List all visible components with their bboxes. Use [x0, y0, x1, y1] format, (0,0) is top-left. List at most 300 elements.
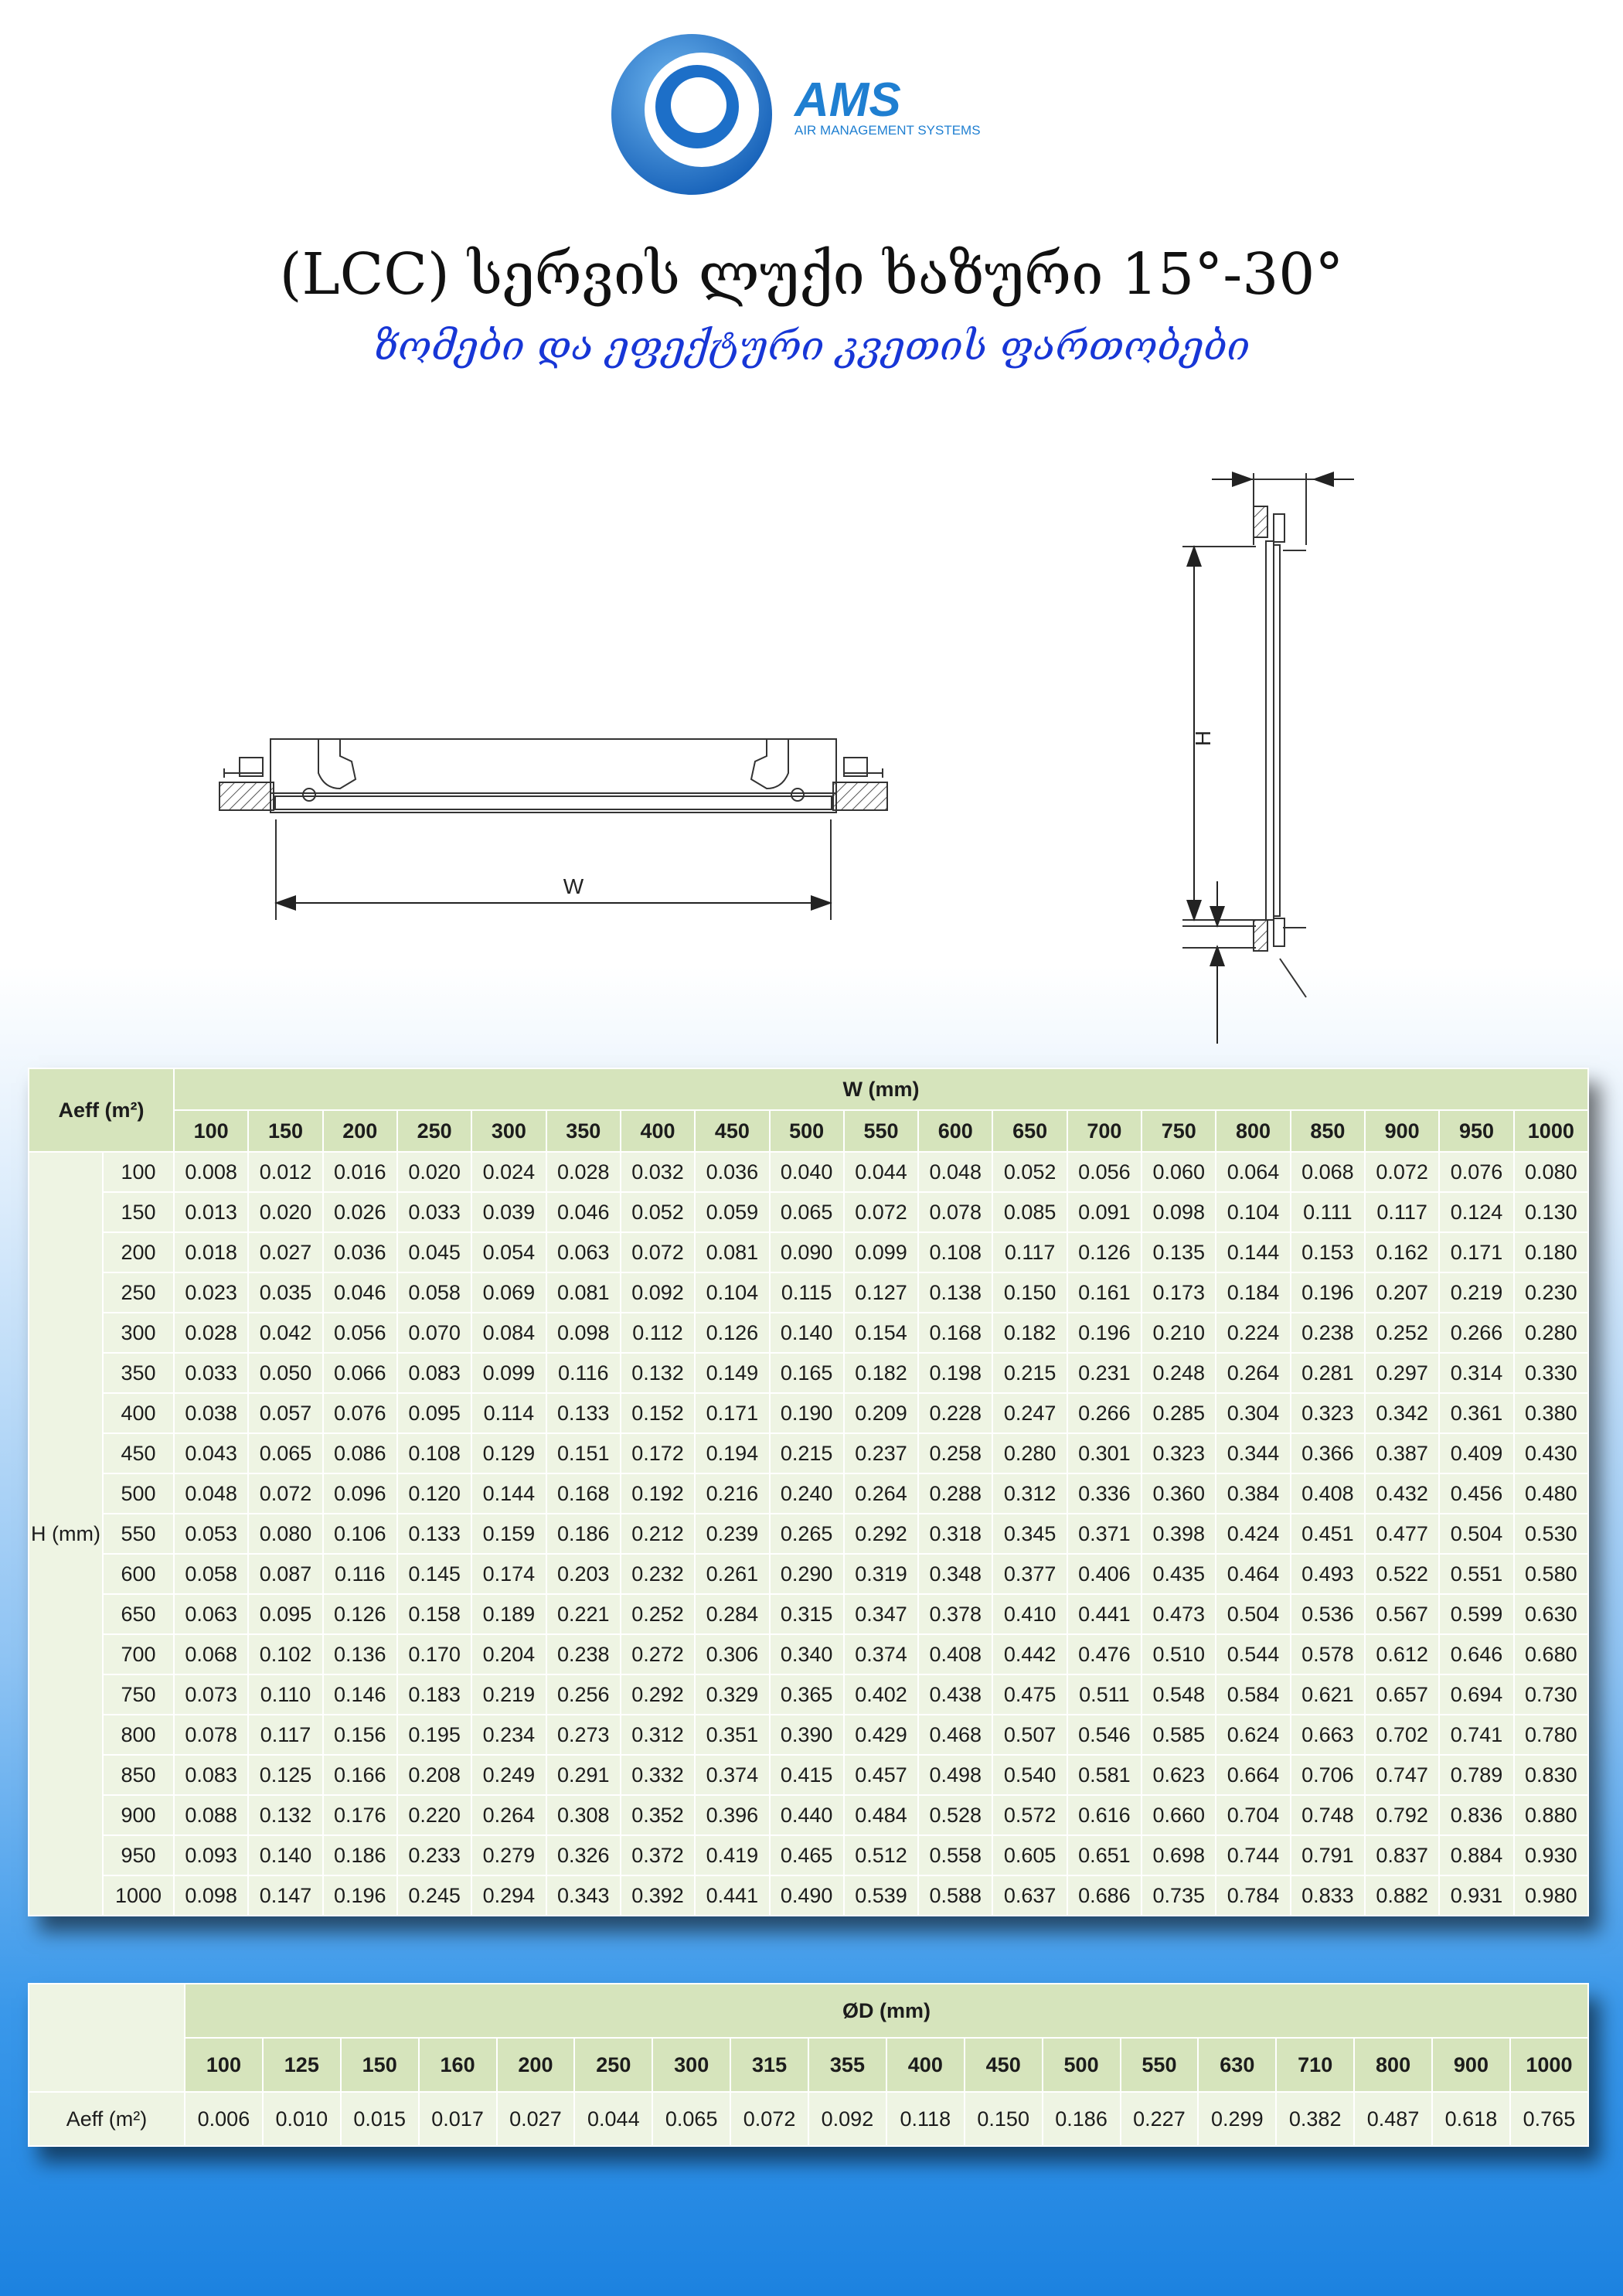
table-cell: 0.744 — [1216, 1835, 1290, 1875]
column-header: 200 — [323, 1110, 397, 1152]
column-header: 800 — [1216, 1110, 1290, 1152]
table-cell: 0.145 — [397, 1554, 471, 1594]
table-cell: 0.104 — [695, 1272, 769, 1313]
table-cell: 0.015 — [341, 2092, 419, 2146]
table-cell: 0.528 — [918, 1795, 992, 1835]
table-cell: 0.702 — [1365, 1715, 1439, 1755]
table-cell: 0.140 — [770, 1313, 844, 1353]
table-cell: 0.281 — [1291, 1353, 1365, 1393]
table-cell: 0.698 — [1142, 1835, 1216, 1875]
table-cell: 0.352 — [621, 1795, 695, 1835]
column-header: 150 — [341, 2038, 419, 2092]
table-cell: 0.351 — [695, 1715, 769, 1755]
table-row — [29, 1634, 1588, 1674]
table-cell: 0.026 — [323, 1192, 397, 1232]
column-header: 250 — [397, 1110, 471, 1152]
table-cell: 0.704 — [1216, 1795, 1290, 1835]
table-cell: 0.117 — [1365, 1192, 1439, 1232]
column-header: 300 — [652, 2038, 730, 2092]
table-cell: 0.312 — [992, 1473, 1067, 1514]
table-cell: 0.045 — [397, 1232, 471, 1272]
table-row — [29, 1554, 1588, 1594]
table-cell: 0.424 — [1216, 1514, 1290, 1554]
table1-corner: Aeff (m²) — [29, 1068, 174, 1152]
table-cell: 0.238 — [546, 1634, 621, 1674]
table-cell: 0.522 — [1365, 1554, 1439, 1594]
column-header: 550 — [844, 1110, 918, 1152]
table-cell: 0.646 — [1439, 1634, 1513, 1674]
table-cell: 0.056 — [323, 1313, 397, 1353]
table-cell: 0.058 — [397, 1272, 471, 1313]
table-cell: 0.146 — [323, 1674, 397, 1715]
row-header: 600 — [103, 1554, 174, 1594]
aeff-rect-table-wrapper — [28, 1068, 1589, 1916]
table-cell: 0.174 — [471, 1554, 546, 1594]
table-cell: 0.551 — [1439, 1554, 1513, 1594]
table-cell: 0.588 — [918, 1875, 992, 1916]
table-cell: 0.013 — [174, 1192, 248, 1232]
column-header: 100 — [174, 1110, 248, 1152]
table-cell: 0.186 — [1043, 2092, 1121, 2146]
table-cell: 0.076 — [323, 1393, 397, 1433]
table-cell: 0.069 — [471, 1272, 546, 1313]
table-cell: 0.106 — [323, 1514, 397, 1554]
table-cell: 0.264 — [1216, 1353, 1290, 1393]
table-cell: 0.660 — [1142, 1795, 1216, 1835]
table-cell: 0.252 — [1365, 1313, 1439, 1353]
table-cell: 0.028 — [546, 1152, 621, 1192]
table-cell: 0.605 — [992, 1835, 1067, 1875]
table-cell: 0.111 — [1291, 1192, 1365, 1232]
table-cell: 0.136 — [323, 1634, 397, 1674]
column-header: 750 — [1142, 1110, 1216, 1152]
table-cell: 0.280 — [1514, 1313, 1588, 1353]
table-cell: 0.252 — [621, 1594, 695, 1634]
table-cell: 0.504 — [1216, 1594, 1290, 1634]
table-cell: 0.158 — [397, 1594, 471, 1634]
table-cell: 0.567 — [1365, 1594, 1439, 1634]
table-cell: 0.510 — [1142, 1634, 1216, 1674]
table-cell: 0.098 — [546, 1313, 621, 1353]
table-cell: 0.102 — [248, 1634, 322, 1674]
table-cell: 0.464 — [1216, 1554, 1290, 1594]
table-cell: 0.195 — [397, 1715, 471, 1755]
table-cell: 0.118 — [886, 2092, 965, 2146]
table-cell: 0.063 — [546, 1232, 621, 1272]
table-cell: 0.292 — [621, 1674, 695, 1715]
table-cell: 0.345 — [992, 1514, 1067, 1554]
table-cell: 0.039 — [471, 1192, 546, 1232]
table-cell: 0.227 — [1121, 2092, 1199, 2146]
column-header: 700 — [1067, 1110, 1142, 1152]
diameter-header: ØD (mm) — [185, 1984, 1588, 2038]
table-cell: 0.050 — [248, 1353, 322, 1393]
table-cell: 0.291 — [546, 1755, 621, 1795]
table-cell: 0.033 — [397, 1192, 471, 1232]
table-cell: 0.072 — [248, 1473, 322, 1514]
table-cell: 0.093 — [174, 1835, 248, 1875]
table-cell: 0.010 — [263, 2092, 341, 2146]
table-cell: 0.530 — [1514, 1514, 1588, 1554]
table-cell: 0.120 — [397, 1473, 471, 1514]
table-cell: 0.048 — [918, 1152, 992, 1192]
table-cell: 0.365 — [770, 1674, 844, 1715]
table-cell: 0.540 — [992, 1755, 1067, 1795]
table-cell: 0.480 — [1514, 1473, 1588, 1514]
row-header: 850 — [103, 1755, 174, 1795]
table-cell: 0.170 — [397, 1634, 471, 1674]
table-row — [29, 1232, 1588, 1272]
table-cell: 0.441 — [695, 1875, 769, 1916]
table-cell: 0.130 — [1514, 1192, 1588, 1232]
table-cell: 0.730 — [1514, 1674, 1588, 1715]
table-cell: 0.306 — [695, 1634, 769, 1674]
table-cell: 0.384 — [1216, 1473, 1290, 1514]
aeff-round-table — [28, 1983, 1589, 2147]
table-cell: 0.196 — [1291, 1272, 1365, 1313]
table-cell: 0.438 — [918, 1674, 992, 1715]
table-cell: 0.224 — [1216, 1313, 1290, 1353]
table-row — [29, 1594, 1588, 1634]
table-cell: 0.035 — [248, 1272, 322, 1313]
table-cell: 0.091 — [1067, 1192, 1142, 1232]
column-header: 500 — [1043, 2038, 1121, 2092]
table-cell: 0.083 — [397, 1353, 471, 1393]
row-header: 550 — [103, 1514, 174, 1554]
table-cell: 0.247 — [992, 1393, 1067, 1433]
row-header: 500 — [103, 1473, 174, 1514]
table-cell: 0.072 — [844, 1192, 918, 1232]
table-row — [29, 1674, 1588, 1715]
table-cell: 0.429 — [844, 1715, 918, 1755]
table-cell: 0.204 — [471, 1634, 546, 1674]
table-cell: 0.017 — [419, 2092, 497, 2146]
table-cell: 0.180 — [1514, 1232, 1588, 1272]
table-cell: 0.415 — [770, 1755, 844, 1795]
table-cell: 0.378 — [918, 1594, 992, 1634]
table-cell: 0.144 — [1216, 1232, 1290, 1272]
table-cell: 0.686 — [1067, 1875, 1142, 1916]
ams-logo — [611, 31, 1012, 197]
table-cell: 0.108 — [918, 1232, 992, 1272]
table-cell: 0.219 — [1439, 1272, 1513, 1313]
table-cell: 0.210 — [1142, 1313, 1216, 1353]
table-cell: 0.637 — [992, 1875, 1067, 1916]
column-header: 850 — [1291, 1110, 1365, 1152]
table-cell: 0.504 — [1439, 1514, 1513, 1554]
table-cell: 0.299 — [1198, 2092, 1276, 2146]
column-header: 350 — [546, 1110, 621, 1152]
table-cell: 0.612 — [1365, 1634, 1439, 1674]
table2-corner — [29, 1984, 185, 2092]
table-row — [29, 1433, 1588, 1473]
table-cell: 0.052 — [621, 1192, 695, 1232]
table-row — [29, 1192, 1588, 1232]
brand-name: AMS — [794, 73, 901, 127]
table-cell: 0.279 — [471, 1835, 546, 1875]
table-cell: 0.261 — [695, 1554, 769, 1594]
table-cell: 0.264 — [471, 1795, 546, 1835]
table-cell: 0.215 — [770, 1433, 844, 1473]
row-header: 450 — [103, 1433, 174, 1473]
table-cell: 0.558 — [918, 1835, 992, 1875]
height-label: H — [1191, 730, 1215, 747]
table-cell: 0.095 — [248, 1594, 322, 1634]
table-cell: 0.377 — [992, 1554, 1067, 1594]
table-cell: 0.189 — [471, 1594, 546, 1634]
row-header: 400 — [103, 1393, 174, 1433]
table-cell: 0.104 — [1216, 1192, 1290, 1232]
table-cell: 0.057 — [248, 1393, 322, 1433]
table-cell: 0.476 — [1067, 1634, 1142, 1674]
table-row — [29, 1795, 1588, 1835]
row-header: 750 — [103, 1674, 174, 1715]
table-cell: 0.487 — [1354, 2092, 1432, 2146]
table-cell: 0.511 — [1067, 1674, 1142, 1715]
front-view — [219, 739, 887, 920]
table-cell: 0.066 — [323, 1353, 397, 1393]
row-header: 700 — [103, 1634, 174, 1674]
table-cell: 0.182 — [992, 1313, 1067, 1353]
table-cell: 0.068 — [1291, 1152, 1365, 1192]
table-cell: 0.084 — [471, 1313, 546, 1353]
table-cell: 0.070 — [397, 1313, 471, 1353]
table-cell: 0.140 — [248, 1835, 322, 1875]
table-cell: 0.072 — [1365, 1152, 1439, 1192]
table-cell: 0.092 — [808, 2092, 886, 2146]
table-cell: 0.221 — [546, 1594, 621, 1634]
table-cell: 0.168 — [918, 1313, 992, 1353]
column-header: 300 — [471, 1110, 546, 1152]
table-cell: 0.498 — [918, 1755, 992, 1795]
table-cell: 0.099 — [844, 1232, 918, 1272]
table-cell: 0.884 — [1439, 1835, 1513, 1875]
table-cell: 0.931 — [1439, 1875, 1513, 1916]
table-cell: 0.457 — [844, 1755, 918, 1795]
table-cell: 0.398 — [1142, 1514, 1216, 1554]
table-cell: 0.112 — [621, 1313, 695, 1353]
table-cell: 0.063 — [174, 1594, 248, 1634]
table-cell: 0.058 — [174, 1554, 248, 1594]
table-cell: 0.080 — [248, 1514, 322, 1554]
table-cell: 0.374 — [695, 1755, 769, 1795]
table-cell: 0.382 — [1276, 2092, 1354, 2146]
table-cell: 0.132 — [621, 1353, 695, 1393]
table-cell: 0.162 — [1365, 1232, 1439, 1272]
table-cell: 0.027 — [497, 2092, 575, 2146]
table-cell: 0.266 — [1067, 1393, 1142, 1433]
table-cell: 0.618 — [1432, 2092, 1510, 2146]
table-cell: 0.127 — [844, 1272, 918, 1313]
table-cell: 0.065 — [770, 1192, 844, 1232]
table-cell: 0.284 — [695, 1594, 769, 1634]
table-cell: 0.585 — [1142, 1715, 1216, 1755]
table-cell: 0.172 — [621, 1433, 695, 1473]
table-cell: 0.623 — [1142, 1755, 1216, 1795]
row-header: 300 — [103, 1313, 174, 1353]
column-header: 450 — [965, 2038, 1043, 2092]
table-cell: 0.020 — [397, 1152, 471, 1192]
table-cell: 0.651 — [1067, 1835, 1142, 1875]
table-cell: 0.080 — [1514, 1152, 1588, 1192]
row-header: 900 — [103, 1795, 174, 1835]
table-cell: 0.099 — [471, 1353, 546, 1393]
table-cell: 0.833 — [1291, 1875, 1365, 1916]
column-header: 160 — [419, 2038, 497, 2092]
column-header: 500 — [770, 1110, 844, 1152]
table-cell: 0.304 — [1216, 1393, 1290, 1433]
table-cell: 0.343 — [546, 1875, 621, 1916]
table-cell: 0.792 — [1365, 1795, 1439, 1835]
table-cell: 0.192 — [621, 1473, 695, 1514]
table-cell: 0.830 — [1514, 1755, 1588, 1795]
table-cell: 0.159 — [471, 1514, 546, 1554]
table-cell: 0.765 — [1510, 2092, 1588, 2146]
table-cell: 0.008 — [174, 1152, 248, 1192]
table-cell: 0.183 — [397, 1674, 471, 1715]
column-header: 800 — [1354, 2038, 1432, 2092]
table-cell: 0.240 — [770, 1473, 844, 1514]
table-cell: 0.085 — [992, 1192, 1067, 1232]
table-cell: 0.126 — [695, 1313, 769, 1353]
table-cell: 0.290 — [770, 1554, 844, 1594]
table-cell: 0.209 — [844, 1393, 918, 1433]
table-cell: 0.435 — [1142, 1554, 1216, 1594]
table-cell: 0.292 — [844, 1514, 918, 1554]
brand-tagline: AIR MANAGEMENT SYSTEMS — [794, 123, 981, 138]
table-row — [29, 1272, 1588, 1313]
table-cell: 0.171 — [1439, 1232, 1513, 1272]
table-cell: 0.409 — [1439, 1433, 1513, 1473]
table-cell: 0.046 — [323, 1272, 397, 1313]
table-row — [29, 1353, 1588, 1393]
table-cell: 0.539 — [844, 1875, 918, 1916]
table-cell: 0.441 — [1067, 1594, 1142, 1634]
table-cell: 0.056 — [1067, 1152, 1142, 1192]
table-cell: 0.208 — [397, 1755, 471, 1795]
table-cell: 0.477 — [1365, 1514, 1439, 1554]
table-cell: 0.544 — [1216, 1634, 1290, 1674]
table-cell: 0.584 — [1216, 1674, 1290, 1715]
table-cell: 0.220 — [397, 1795, 471, 1835]
table-cell: 0.741 — [1439, 1715, 1513, 1755]
technical-drawing — [0, 456, 1623, 1051]
table-cell: 0.408 — [1291, 1473, 1365, 1514]
table-cell: 0.090 — [770, 1232, 844, 1272]
table-cell: 0.706 — [1291, 1755, 1365, 1795]
table-cell: 0.018 — [174, 1232, 248, 1272]
table-cell: 0.266 — [1439, 1313, 1513, 1353]
width-label: W — [563, 874, 584, 898]
row-header: 350 — [103, 1353, 174, 1393]
table-cell: 0.135 — [1142, 1232, 1216, 1272]
table-cell: 0.836 — [1439, 1795, 1513, 1835]
table-cell: 0.036 — [323, 1232, 397, 1272]
table-cell: 0.390 — [770, 1715, 844, 1755]
table-cell: 0.116 — [323, 1554, 397, 1594]
table-cell: 0.117 — [248, 1715, 322, 1755]
table-cell: 0.065 — [248, 1433, 322, 1473]
table-cell: 0.092 — [621, 1272, 695, 1313]
table-cell: 0.032 — [621, 1152, 695, 1192]
table-cell: 0.154 — [844, 1313, 918, 1353]
table-cell: 0.245 — [397, 1875, 471, 1916]
table-cell: 0.624 — [1216, 1715, 1290, 1755]
table-cell: 0.430 — [1514, 1433, 1588, 1473]
column-header: 400 — [621, 1110, 695, 1152]
table-cell: 0.380 — [1514, 1393, 1588, 1433]
table-cell: 0.038 — [174, 1393, 248, 1433]
table-cell: 0.207 — [1365, 1272, 1439, 1313]
column-header: 200 — [497, 2038, 575, 2092]
table-cell: 0.238 — [1291, 1313, 1365, 1353]
table-cell: 0.060 — [1142, 1152, 1216, 1192]
table-cell: 0.036 — [695, 1152, 769, 1192]
table-cell: 0.176 — [323, 1795, 397, 1835]
table-cell: 0.161 — [1067, 1272, 1142, 1313]
table-cell: 0.212 — [621, 1514, 695, 1554]
column-header: 315 — [730, 2038, 808, 2092]
row-header: 650 — [103, 1594, 174, 1634]
table-cell: 0.203 — [546, 1554, 621, 1594]
table-cell: 0.117 — [992, 1232, 1067, 1272]
column-header: 100 — [185, 2038, 263, 2092]
table-cell: 0.342 — [1365, 1393, 1439, 1433]
table-cell: 0.138 — [918, 1272, 992, 1313]
table-row — [29, 1715, 1588, 1755]
table-cell: 0.507 — [992, 1715, 1067, 1755]
table-cell: 0.578 — [1291, 1634, 1365, 1674]
table-cell: 0.402 — [844, 1674, 918, 1715]
table-cell: 0.361 — [1439, 1393, 1513, 1433]
table-cell: 0.133 — [397, 1514, 471, 1554]
table-cell: 0.153 — [1291, 1232, 1365, 1272]
table-cell: 0.258 — [918, 1433, 992, 1473]
table-cell: 0.694 — [1439, 1674, 1513, 1715]
table-cell: 0.232 — [621, 1554, 695, 1594]
table-cell: 0.072 — [621, 1232, 695, 1272]
table-cell: 0.087 — [248, 1554, 322, 1594]
table-cell: 0.332 — [621, 1755, 695, 1795]
table-cell: 0.237 — [844, 1433, 918, 1473]
table-cell: 0.144 — [471, 1473, 546, 1514]
table-cell: 0.078 — [174, 1715, 248, 1755]
column-header: 650 — [992, 1110, 1067, 1152]
table-cell: 0.156 — [323, 1715, 397, 1755]
table-cell: 0.040 — [770, 1152, 844, 1192]
table-cell: 0.006 — [185, 2092, 263, 2146]
table-cell: 0.044 — [574, 2092, 652, 2146]
column-header: 1000 — [1510, 2038, 1588, 2092]
table-cell: 0.468 — [918, 1715, 992, 1755]
table-cell: 0.023 — [174, 1272, 248, 1313]
table-cell: 0.408 — [918, 1634, 992, 1674]
page-title: (LCC) სერვის ლუქი ხაზური 15°-30° — [279, 241, 1344, 308]
table-cell: 0.044 — [844, 1152, 918, 1192]
table-cell: 0.784 — [1216, 1875, 1290, 1916]
table-cell: 0.396 — [695, 1795, 769, 1835]
table-cell: 0.465 — [770, 1835, 844, 1875]
column-header: 1000 — [1514, 1110, 1588, 1152]
table-cell: 0.033 — [174, 1353, 248, 1393]
table-cell: 0.088 — [174, 1795, 248, 1835]
table-cell: 0.116 — [546, 1353, 621, 1393]
table-cell: 0.115 — [770, 1272, 844, 1313]
table-cell: 0.657 — [1365, 1674, 1439, 1715]
table-cell: 0.410 — [992, 1594, 1067, 1634]
table-cell: 0.336 — [1067, 1473, 1142, 1514]
row-header: 100 — [103, 1152, 174, 1192]
